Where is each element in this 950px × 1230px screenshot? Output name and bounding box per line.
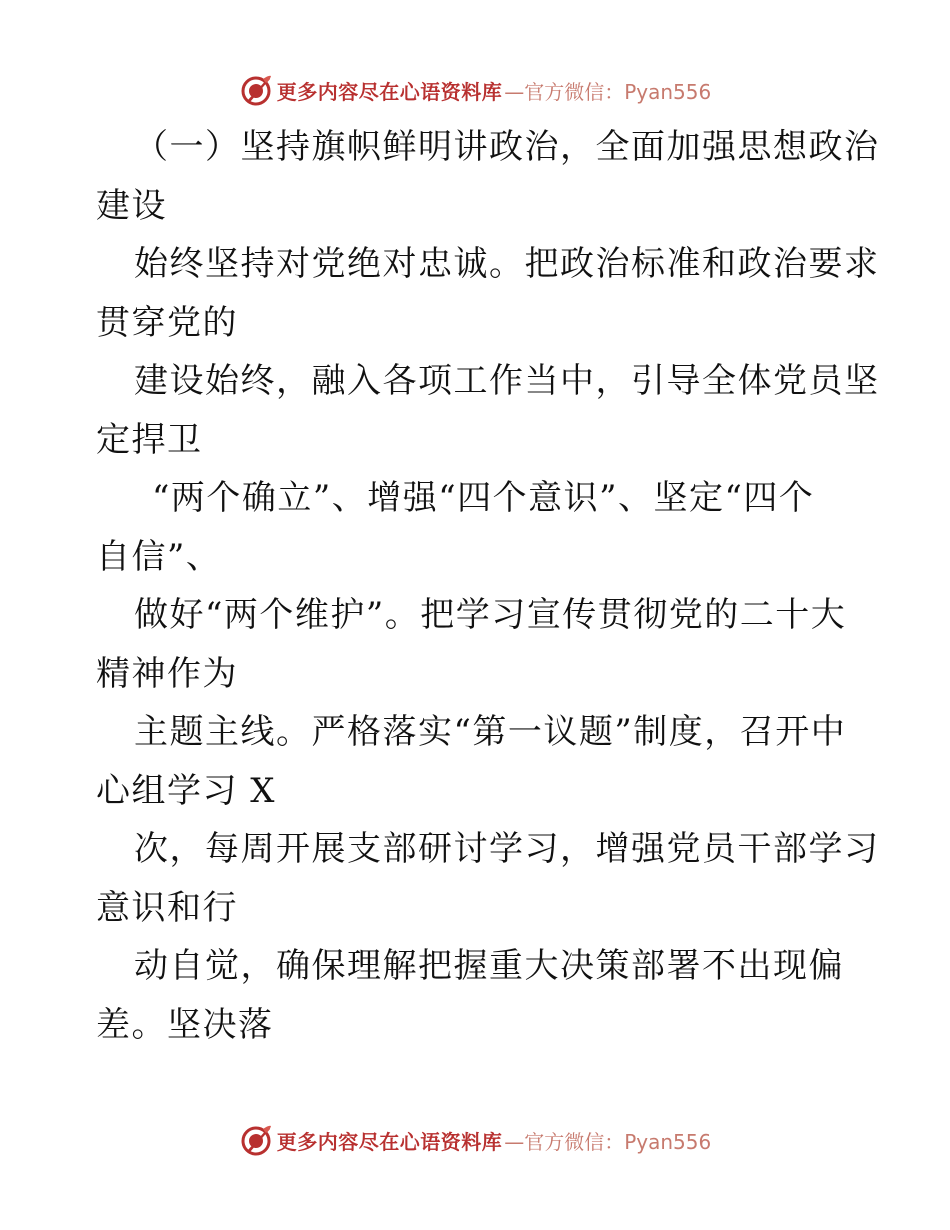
official-wechat-text: —官方微信：Pyan556 xyxy=(504,79,712,104)
text-line: 贯穿党的 xyxy=(96,302,238,343)
text-line: 差。坚决落 xyxy=(96,1004,274,1045)
text-line: 次，每周开展支部研讨学习，增强党员干部学习 xyxy=(134,829,880,869)
text-line: 意识和行 xyxy=(96,887,238,928)
text-line: 精神作为 xyxy=(96,653,238,694)
text-line: 定捍卫 xyxy=(96,419,203,460)
text-line: 建设始终，融入各项工作当中，引导全体党员坚 xyxy=(134,361,880,401)
official-wechat-text: —官方微信：Pyan556 xyxy=(504,1129,712,1154)
document-body xyxy=(96,118,880,1054)
text-line: 自信”、 xyxy=(96,536,222,577)
text-line: 主题主线。严格落实“第一议题”制度，召开中 xyxy=(134,712,847,752)
text-line: （一）坚持旗帜鲜明讲政治，全面加强思想政治 xyxy=(134,127,880,167)
header-banner xyxy=(0,70,950,110)
text-line: 建设 xyxy=(96,185,167,226)
text-line: 做好“两个维护”。把学习宣传贯彻党的二十大 xyxy=(134,595,847,635)
text-line: 心组学习 X xyxy=(96,770,277,811)
quill-seal-logo-icon xyxy=(239,1123,273,1157)
text-line: 始终坚持对党绝对忠诚。把政治标准和政治要求 xyxy=(134,244,880,284)
text-line: 动自觉，确保理解把握重大决策部署不出现偏 xyxy=(134,946,844,986)
brand-text: 更多内容尽在心语资料库 xyxy=(276,1129,503,1154)
text-line: “两个确立”、增强“四个意识”、坚定“四个 xyxy=(152,478,815,518)
footer-banner xyxy=(0,1120,950,1160)
quill-seal-logo-icon xyxy=(239,73,273,107)
brand-text: 更多内容尽在心语资料库 xyxy=(276,79,503,104)
